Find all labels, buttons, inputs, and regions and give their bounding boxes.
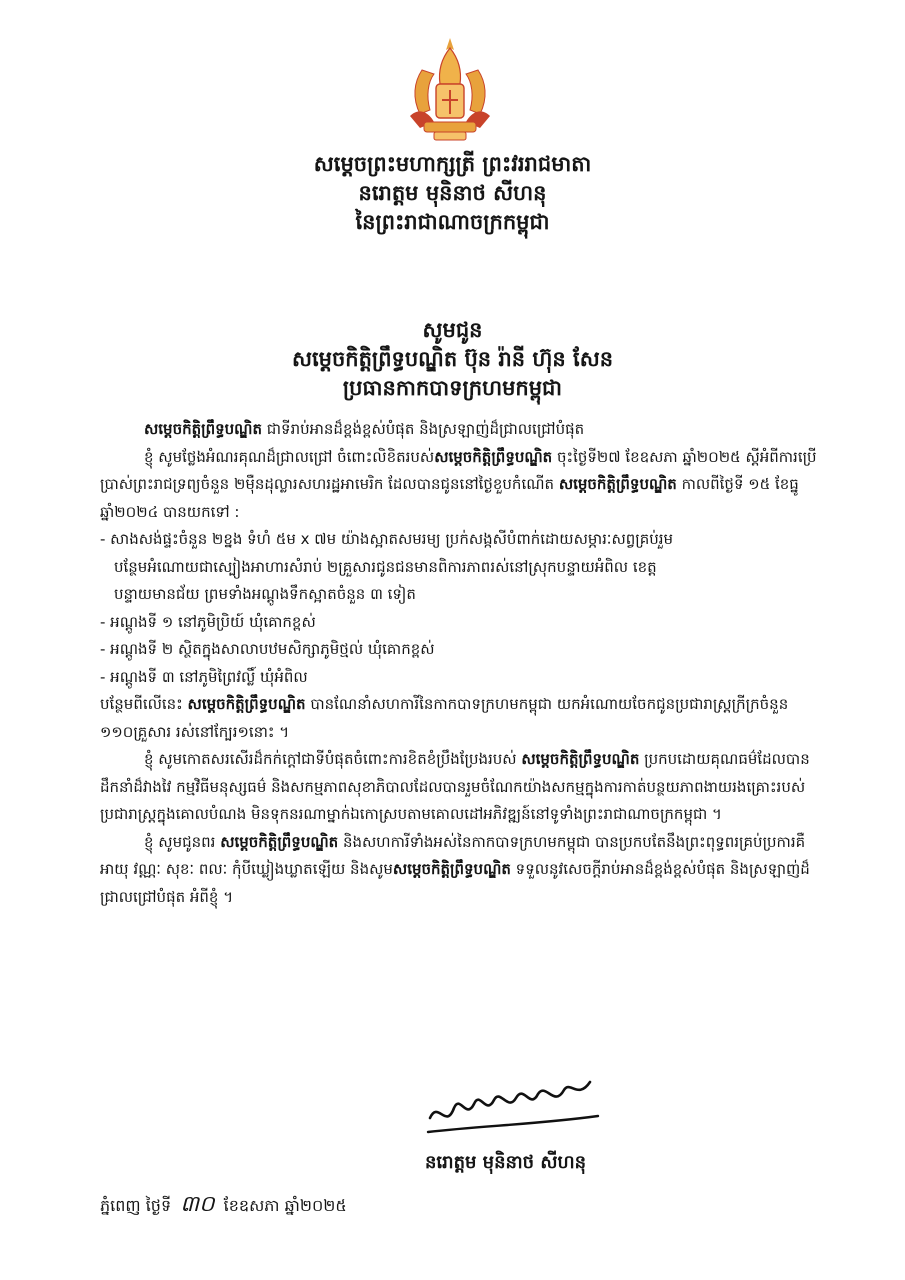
- handwritten-signature-icon: [420, 1060, 605, 1140]
- date-prefix: ភ្នំពេញ ថ្ងៃទី: [100, 1196, 172, 1215]
- paragraph-1: សម្តេចកិត្តិព្រឹទ្ធបណ្ឌិត ជាទីរាប់អានដ៏ខ្ពង់ខ្ពស់បំផុត និងស្រឡាញ់ដ៏ជ្រាលជ្រៅបំផុត: [144, 420, 585, 438]
- royal-emblem-icon: [400, 36, 500, 144]
- paragraph-4: ខ្ញុំ សូមកោតសរសើរដ៏កក់ក្តៅជាទីបំផុតចំពោះការខិតខំប្រឹងប្រែងរបស់ សម្តេចកិត្តិព្រឹទ្ធបណ្ឌិត ប្រកបដោយគុណធម៌ដែលបានដឹកនាំដ៏វាងវៃ កម្មវិធីមនុស្សធម៌ និងសកម្មភាពសុខាភិបាលដែលបានរួមចំណែកយ៉ាងសកម្មក្នុងការកាត់បន្ថយភាពងាយរងគ្រោះរបស់ប្រជារាស្ត្រក្នុងគោលបំណង មិនទុកនរណាម្នាក់ឯកោស្របតាមគោលដៅអភិវឌ្ឍន៍នៅទូទាំងព្រះរាជាណាចក្រកម្ពុជា ។: [100, 750, 810, 823]
- paragraph-5: ខ្ញុំ សូមជូនពរ សម្តេចកិត្តិព្រឹទ្ធបណ្ឌិត និងសហការីទាំងអស់នៃកាកបាទក្រហមកម្ពុជា បានប្រកបតែនឹងព្រះពុទ្ធពរគ្រប់ប្រការគឺ អាយុ វណ្ណៈ សុខៈ ពលៈ កុំបីឃ្លៀងឃ្លាតឡើយ និងសូមសម្តេចកិត្តិព្រឹទ្ធបណ្ឌិត ទទួលនូវសេចក្តីរាប់អានដ៏ខ្ពង់ខ្ពស់បំផុត និងស្រឡាញ់ដ៏ជ្រាលជ្រៅបំផុត អំពីខ្ញុំ ។: [100, 832, 810, 906]
- paragraph-2: ខ្ញុំ សូមថ្លែងអំណរគុណដ៏ជ្រាលជ្រៅ ចំពោះលិខិតរបស់សម្តេចកិត្តិព្រឹទ្ធបណ្ឌិត ចុះថ្ងៃទី២៧ ខែឧសភា ឆ្នាំ២០២៥ ស្តីអំពីការប្រើប្រាស់ព្រះរាជទ្រព្យចំនួន ២ម៉ឺនដុល្លារសហរដ្ឋអាមេរិក ដែលបានជូននៅថ្ងៃខួបកំណើត សម្តេចកិត្តិព្រឹទ្ធបណ្ឌិត កាលពីថ្ងៃទី ១៥ ខែធ្នូ ឆ្នាំ២០២៤ បានយកទៅ :: [100, 447, 817, 521]
- paragraph-3: បន្ថែមពីលើនេះ សម្តេចកិត្តិព្រឹទ្ធបណ្ឌិត បានណែនាំសហការីនៃកាកបាទក្រហមកម្ពុជា យកអំណោយចែកជូនប្រជារាស្ត្រក្រីក្រចំនួន ១១០គ្រួសារ រស់នៅក្បែរ១នោះ ។: [100, 695, 789, 741]
- date-day: ៣០: [180, 1192, 215, 1217]
- list-item-continuation: បន្ថែមអំណោយជាស្បៀងអាហារសំរាប់ ២គ្រួសារជូនជនមានពិការភាពរស់នៅស្រុកបន្ទាយអំពិល ខេត្ត: [114, 557, 657, 576]
- letter-body: [100, 416, 820, 911]
- sender-kingdom-line: នៃព្រះរាជាណាចក្រកម្ពុជា: [355, 210, 550, 234]
- sender-header: [0, 150, 905, 237]
- list-item: - សាងសង់ផ្ទះចំនួន ២ខ្នង ទំហំ ៥ម x ៧ម យ៉ាងស្អាតសមរម្យ ប្រក់សង្កសីបំពាក់ដោយសម្ភារៈសព្វគ្រប់រួម: [100, 530, 674, 548]
- sender-title-line: សម្តេចព្រះមហាក្សត្រី ព្រះវររាជមាតា: [313, 152, 592, 176]
- list-item: - អណ្តូងទី ១ នៅភូមិប្រិយ៍ ឃុំគោកខ្ពស់: [100, 612, 316, 631]
- salutation: សូមជូន: [422, 318, 483, 342]
- recipient-name: សម្តេចកិត្តិព្រឹទ្ធបណ្ឌិត ប៊ុន រ៉ានី ហ៊ុន សែន: [291, 347, 614, 371]
- list-item: - អណ្តូងទី ២ ស្ថិតក្នុងសាលាបឋមសិក្សាភូមិថ្មល់ ឃុំគោកខ្ពស់: [100, 640, 435, 658]
- date-line: [100, 1190, 347, 1222]
- list-item-continuation: បន្ទាយមានជ័យ ព្រមទាំងអណ្តូងទឹកស្អាតចំនួន ៣ ទៀត: [114, 585, 416, 603]
- list-item: - អណ្តូងទី ៣ នៅភូមិព្រៃវល្លិ៍ ឃុំអំពិល: [100, 667, 308, 686]
- recipient-block: [0, 316, 905, 403]
- date-suffix: ខែឧសភា ឆ្នាំ២០២៥: [223, 1196, 347, 1215]
- recipient-title: ប្រធានកាកបាទក្រហមកម្ពុជា: [342, 376, 563, 400]
- sender-name-line: នរោត្តម មុនិនាថ សីហនុ: [358, 181, 547, 205]
- signer-name: នរោត្តម មុនិនាថ សីហនុ: [425, 1152, 587, 1173]
